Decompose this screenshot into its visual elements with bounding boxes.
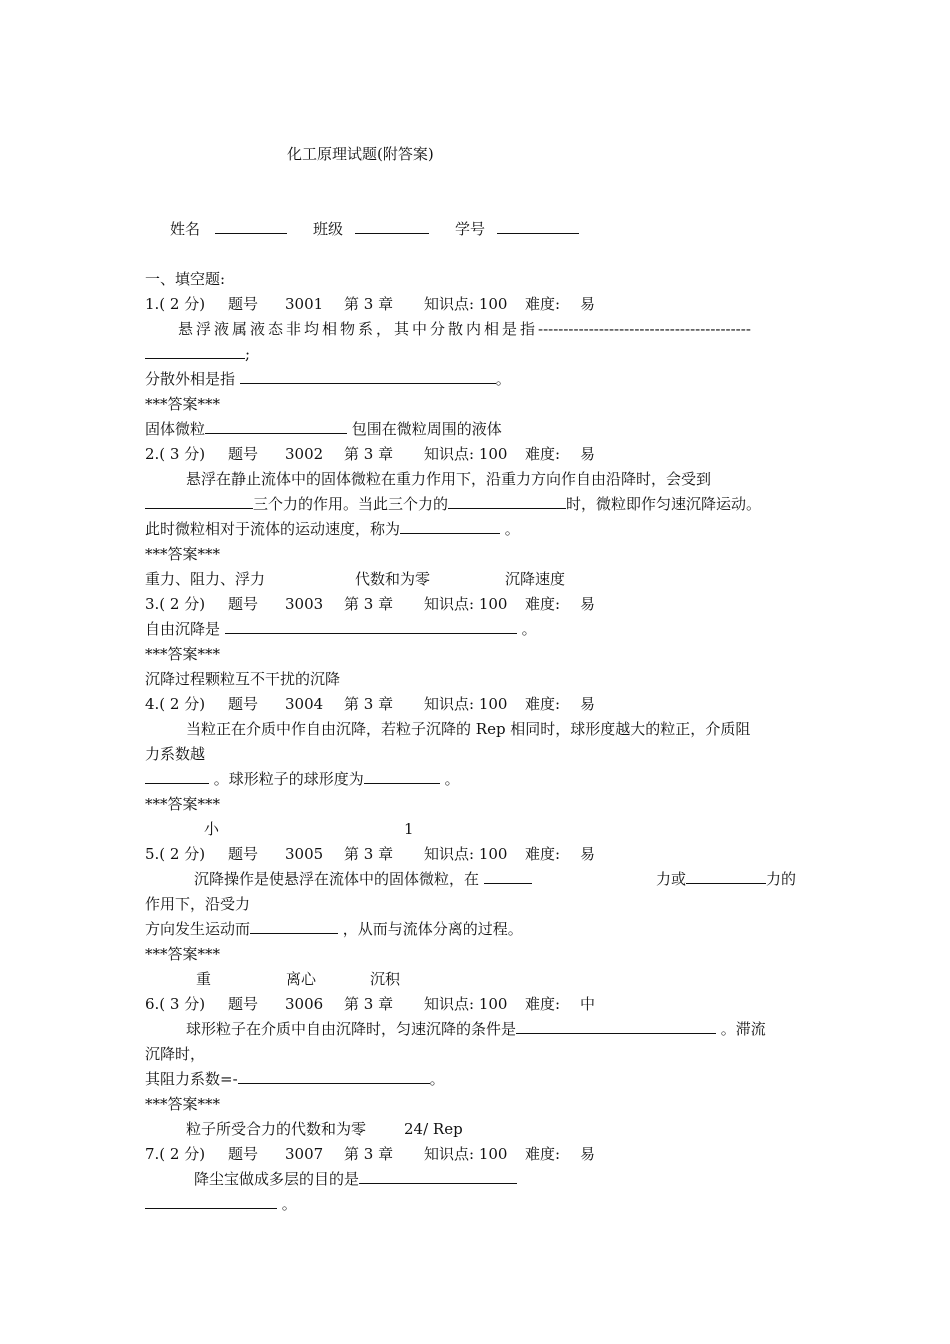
tihao-label: 题号 xyxy=(228,845,259,863)
chapter-label: 第 3 章 xyxy=(344,845,394,863)
q1-blank-2[interactable] xyxy=(240,369,496,384)
q7-blank-1[interactable] xyxy=(359,1169,517,1184)
chapter-label: 第 3 章 xyxy=(344,1145,394,1163)
q4-text-line1: 当粒正在介质中作自由沉降，若粒子沉降的 Rep 相同时，球形度越大的粒正，介质阻 xyxy=(186,720,751,738)
question-id: 3004 xyxy=(285,695,324,713)
id-label: 学号 xyxy=(455,220,486,238)
q1-answer-marker: ***答案*** xyxy=(145,395,221,413)
q1-answer: 固体微粒 包围在微粒周围的液体 xyxy=(145,420,502,438)
question-id: 3006 xyxy=(285,995,324,1013)
q5-text-line2: 作用下，沿受力 xyxy=(145,895,251,913)
chapter-label: 第 3 章 xyxy=(344,695,394,713)
q7-text-line2: 。 xyxy=(145,1194,297,1214)
q6-text-line3: 其阻力系数=- 。 xyxy=(145,1070,445,1088)
q4-blank-2[interactable] xyxy=(364,769,440,784)
q6-answer-marker: ***答案*** xyxy=(145,1095,221,1113)
q4-answer-marker: ***答案*** xyxy=(145,795,221,813)
question-id: 3001 xyxy=(285,295,324,313)
id-field[interactable] xyxy=(497,219,579,234)
difficulty-value: 易 xyxy=(580,695,596,713)
question-number: 3.( 2 分) xyxy=(145,595,206,613)
q3-blank-1[interactable] xyxy=(225,619,517,634)
difficulty-label: 难度: xyxy=(525,695,561,713)
difficulty-label: 难度: xyxy=(525,445,561,463)
q7-text-line1: 降尘宝做成多层的目的是 xyxy=(194,1169,517,1189)
question-number: 4.( 2 分) xyxy=(145,695,206,713)
q2-blank-3[interactable] xyxy=(400,519,500,534)
difficulty-label: 难度: xyxy=(525,595,561,613)
q5-blank-3[interactable] xyxy=(250,919,338,934)
q6-blank-2[interactable] xyxy=(238,1069,430,1084)
knowledge-point: 知识点: 100 xyxy=(424,845,508,863)
difficulty-label: 难度: xyxy=(525,1145,561,1163)
q5-blank-1[interactable] xyxy=(484,869,532,884)
tihao-label: 题号 xyxy=(228,445,259,463)
class-label: 班级 xyxy=(313,220,344,238)
q2-answer-marker: ***答案*** xyxy=(145,545,221,563)
section-heading: 一、填空题: xyxy=(145,270,226,288)
q5-blank-2[interactable] xyxy=(686,869,766,884)
question-number: 6.( 3 分) xyxy=(145,995,206,1013)
knowledge-point: 知识点: 100 xyxy=(424,445,508,463)
knowledge-point: 知识点: 100 xyxy=(424,695,508,713)
q1-text-line1: 悬浮液属液态非均相物系，其中分散内相是指------------------------------------------ xyxy=(178,320,751,338)
q6-text-line1: 球形粒子在介质中自由沉降时，匀速沉降的条件是 。滞流 xyxy=(186,1020,766,1038)
difficulty-label: 难度: xyxy=(525,845,561,863)
q4-text-line2: 力系数越 xyxy=(145,745,206,763)
q3-text-line1: 自由沉降是 。 xyxy=(145,620,537,638)
difficulty-label: 难度: xyxy=(525,295,561,313)
knowledge-point: 知识点: 100 xyxy=(424,595,508,613)
q4-text-line3: 。球形粒子的球形度为 。 xyxy=(145,769,460,789)
class-field[interactable] xyxy=(355,219,429,234)
knowledge-point: 知识点: 100 xyxy=(424,1145,508,1163)
question-id: 3002 xyxy=(285,445,324,463)
chapter-label: 第 3 章 xyxy=(344,295,394,313)
q5-text-line3: 方向发生运动而 ，从而与流体分离的过程。 xyxy=(145,920,523,938)
difficulty-value: 易 xyxy=(580,445,596,463)
q3-answer: 沉降过程颗粒互不干扰的沉降 xyxy=(145,670,341,688)
difficulty-value: 易 xyxy=(580,295,596,313)
question-number: 2.( 3 分) xyxy=(145,445,206,463)
difficulty-value: 易 xyxy=(580,845,596,863)
tihao-label: 题号 xyxy=(228,995,259,1013)
q2-blank-1[interactable] xyxy=(145,494,253,509)
question-number: 1.( 2 分) xyxy=(145,295,206,313)
q1-text-line2: ; xyxy=(145,344,250,364)
difficulty-value: 易 xyxy=(580,1145,596,1163)
difficulty-label: 难度: xyxy=(525,995,561,1013)
q6-blank-1[interactable] xyxy=(516,1019,716,1034)
q2-text-line3: 此时微粒相对于流体的运动速度，称为 。 xyxy=(145,520,520,538)
q2-blank-2[interactable] xyxy=(448,494,566,509)
tihao-label: 题号 xyxy=(228,1145,259,1163)
knowledge-point: 知识点: 100 xyxy=(424,995,508,1013)
q2-text-line2: 三个力的作用。当此三个力的 时，微粒即作匀速沉降运动。 xyxy=(145,494,761,514)
q2-text-line1: 悬浮在静止流体中的固体微粒在重力作用下，沿重力方向作自由沿降时，会受到 xyxy=(186,470,712,488)
chapter-label: 第 3 章 xyxy=(344,445,394,463)
question-id: 3005 xyxy=(285,845,324,863)
q1-blank-1[interactable] xyxy=(145,344,245,359)
question-id: 3003 xyxy=(285,595,324,613)
difficulty-value: 易 xyxy=(580,595,596,613)
question-id: 3007 xyxy=(285,1145,324,1163)
q6-text-line2: 沉降时， xyxy=(145,1045,206,1063)
question-number: 5.( 2 分) xyxy=(145,845,206,863)
chapter-label: 第 3 章 xyxy=(344,595,394,613)
difficulty-value: 中 xyxy=(580,995,596,1013)
q4-blank-1[interactable] xyxy=(145,769,209,784)
knowledge-point: 知识点: 100 xyxy=(424,295,508,313)
q1-text-line3: 分散外相是指 。 xyxy=(145,370,511,388)
chapter-label: 第 3 章 xyxy=(344,995,394,1013)
name-label: 姓名 xyxy=(170,220,201,238)
q3-answer-marker: ***答案*** xyxy=(145,645,221,663)
q5-answer-marker: ***答案*** xyxy=(145,945,221,963)
question-number: 7.( 2 分) xyxy=(145,1145,206,1163)
q7-blank-2[interactable] xyxy=(145,1194,277,1209)
tihao-label: 题号 xyxy=(228,595,259,613)
tihao-label: 题号 xyxy=(228,695,259,713)
name-field[interactable] xyxy=(215,219,287,234)
tihao-label: 题号 xyxy=(228,295,259,313)
document-title: 化工原理试题(附答案) xyxy=(287,145,434,163)
